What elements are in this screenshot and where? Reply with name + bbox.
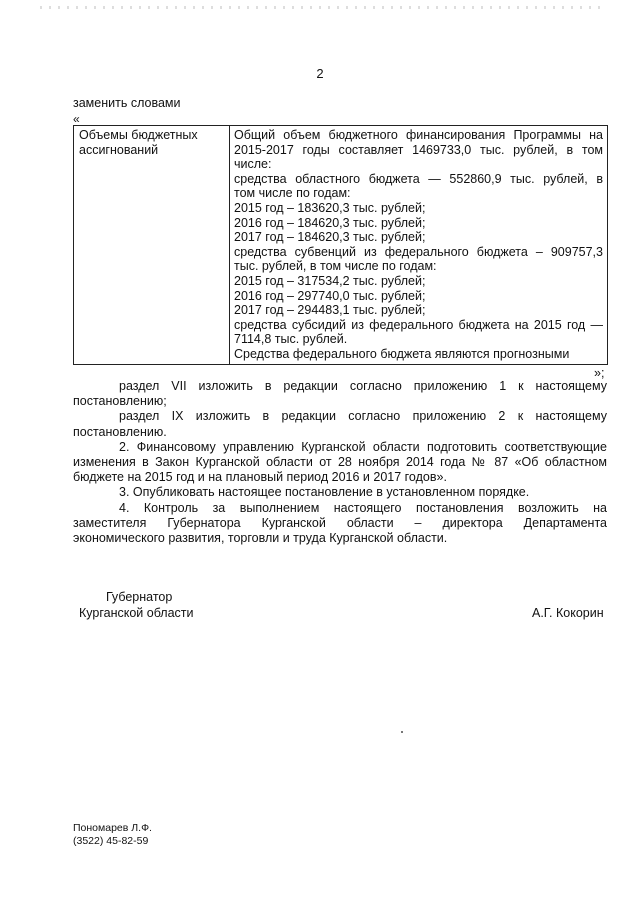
content-line: 2017 год – 294483,1 тыс. рублей; xyxy=(234,303,426,318)
opening-quote: « xyxy=(73,112,80,126)
paragraph-item-4 xyxy=(73,501,607,516)
table-content-cell xyxy=(230,126,608,365)
paragraph-line: изменения в Закон Курганской области от 28 ноября 2014 года № 87 «Об областном xyxy=(73,455,607,470)
paragraph-line: раздел IX изложить в редакции согласно приложению 2 к настоящему xyxy=(119,409,607,424)
executor-phone: (3522) 45-82-59 xyxy=(73,835,149,847)
content-line: Средства федерального бюджета являются прогнозными xyxy=(234,346,570,361)
content-line: 2016 год – 184620,3 тыс. рублей; xyxy=(234,215,426,230)
label-line: Объемы бюджетных xyxy=(79,128,198,142)
paragraph-line: экономического развития, торговли и труда Курганской области. xyxy=(73,531,448,546)
scan-noise-top xyxy=(40,6,600,9)
content-line: средства субвенций из федерального бюджета – 909757,3 xyxy=(234,244,603,259)
paragraph-line: постановлению; xyxy=(73,394,167,409)
page-number: 2 xyxy=(316,66,324,81)
paragraph-line: 4. Контроль за выполнением настоящего постановления возложить на xyxy=(119,500,607,515)
paragraph-line: бюджете на 2015 год и на плановый период 2016 и 2017 годов». xyxy=(73,470,447,485)
paragraph-section-ix xyxy=(73,409,607,424)
content-line: 7114,8 тыс. рублей. xyxy=(234,332,348,347)
content-line: том числе по годам: xyxy=(234,186,351,201)
paragraph-line-block xyxy=(73,516,607,531)
label-line: ассигнований xyxy=(79,142,159,157)
executor-name: Пономарев Л.Ф. xyxy=(73,822,152,834)
content-line: 2015 год – 317534,2 тыс. рублей; xyxy=(234,273,426,288)
paragraph-line-block xyxy=(73,455,607,470)
table-label-cell xyxy=(74,126,230,365)
content-line: 2016 год – 297740,0 тыс. рублей; xyxy=(234,288,426,303)
paragraph-section-vii xyxy=(73,379,607,394)
paragraph-line: раздел VII изложить в редакции согласно приложению 1 к настоящему xyxy=(119,379,607,393)
paragraph-line: 2. Финансовому управлению Курганской области подготовить соответствующие xyxy=(119,439,607,454)
intro-text: заменить словами xyxy=(73,96,181,110)
scan-speck xyxy=(401,731,403,733)
content-line: средства областного бюджета — 552860,9 тыс. рублей, в xyxy=(234,171,603,186)
signature-region: Курганской области xyxy=(79,606,194,620)
content-line: 2015-2017 годы составляет 1469733,0 тыс. рублей, в том xyxy=(234,142,603,157)
table-row xyxy=(74,126,608,365)
paragraph-item-3: 3. Опубликовать настоящее постановление в установленном порядке. xyxy=(119,485,530,500)
content-line: 2017 год – 184620,3 тыс. рублей; xyxy=(234,230,426,245)
body-text xyxy=(73,379,607,546)
paragraph-line: заместителя Губернатора Курганской области – директора Департамента xyxy=(73,515,607,530)
signer-name: А.Г. Кокорин xyxy=(532,606,604,620)
content-line: 2015 год – 183620,3 тыс. рублей; xyxy=(234,200,426,215)
content-line: средства субсидий из федерального бюджета на 2015 год — xyxy=(234,317,603,332)
content-line: тыс. рублей, в том числе по годам: xyxy=(234,259,437,274)
content-line: числе: xyxy=(234,157,272,172)
paragraph-item-2 xyxy=(73,440,607,455)
content-line: Общий объем бюджетного финансирования Программы на xyxy=(234,128,603,142)
paragraph-line: постановлению. xyxy=(73,424,167,439)
signature-title: Губернатор xyxy=(106,590,173,604)
closing-quote: »; xyxy=(594,366,605,380)
budget-table xyxy=(73,125,608,365)
